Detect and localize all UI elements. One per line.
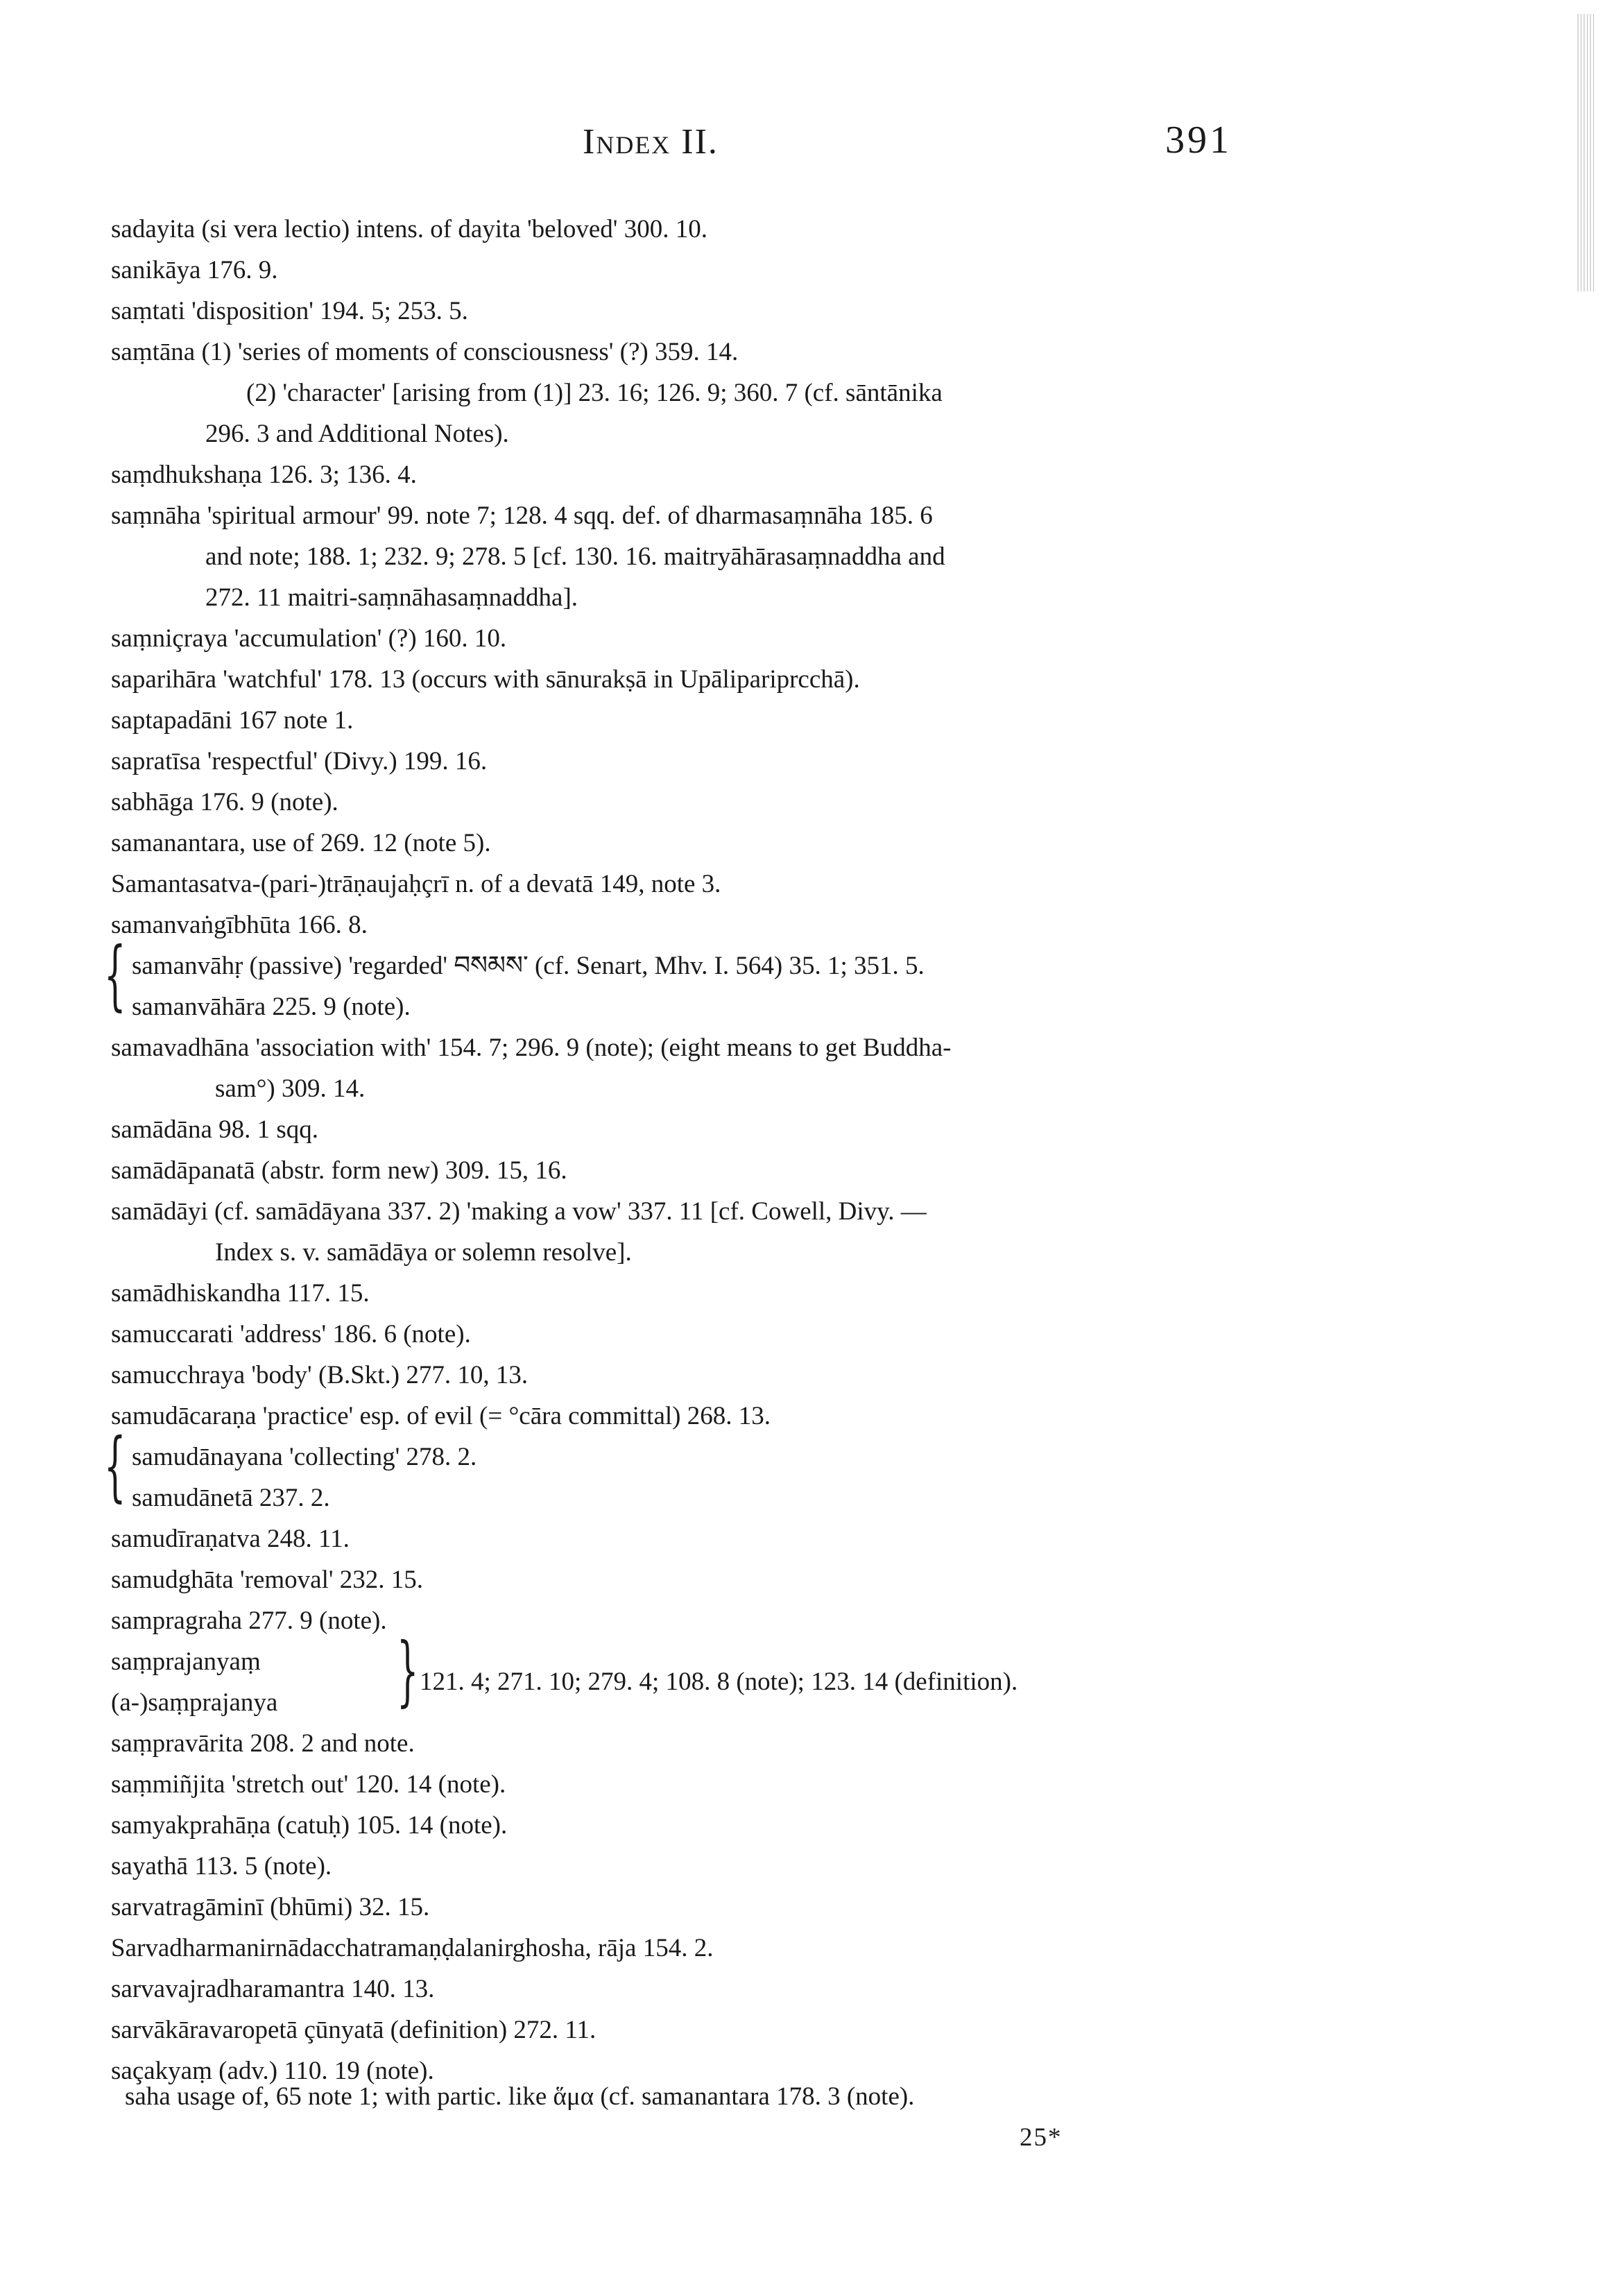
grouping-brace: { <box>104 930 126 1019</box>
index-entry: samudācaraṇa 'practice' esp. of evil (= °cāra committal) 268. 13. <box>111 1402 771 1430</box>
index-entry-continuation: (2) 'character' [arising from (1)] 23. 16; 126. 9; 360. 7 (cf. sāntānika <box>246 379 943 407</box>
index-entry: saṃdhukshaṇa 126. 3; 136. 4. <box>111 461 417 489</box>
index-entry: samuccarati 'address' 186. 6 (note). <box>111 1320 471 1348</box>
index-entry: Sarvadharmanirnādacchatramaṇḍalanirghosha, rāja 154. 2. <box>111 1934 714 1962</box>
index-entry-continuation: 272. 11 maitri-saṃnāhasaṃnaddha]. <box>205 583 578 612</box>
index-entry-continuation: sam°) 309. 14. <box>215 1074 366 1103</box>
index-entry: saṃpravārita 208. 2 and note. <box>111 1729 415 1758</box>
index-entry: sayathā 113. 5 (note). <box>111 1852 332 1881</box>
index-entry: samādāpanatā (abstr. form new) 309. 15, 16. <box>111 1156 567 1185</box>
signature-mark: 25* <box>1020 2123 1063 2152</box>
index-entry-shared-references: 121. 4; 271. 10; 279. 4; 108. 8 (note); 123. 14 (definition). <box>420 1668 1018 1696</box>
index-entry-continuation: and note; 188. 1; 232. 9; 278. 5 [cf. 130. 16. maitryāhārasaṃnaddha and <box>205 542 945 571</box>
index-entry: samyakprahāṇa (catuḥ) 105. 14 (note). <box>111 1811 508 1840</box>
index-entry: Samantasatva-(pari-)trāṇaujaḥçrī n. of a devatā 149, note 3. <box>111 870 721 898</box>
index-entry: samanvāhṛ (passive) 'regarded' བསམས་ (cf. Senart, Mhv. I. 564) 35. 1; 351. 5. <box>132 952 925 980</box>
page-number: 391 <box>1165 119 1232 162</box>
index-entry: sadayita (si vera lectio) intens. of dayita 'beloved' 300. 10. <box>111 215 707 243</box>
index-entry: saṃmiñjita 'stretch out' 120. 14 (note). <box>111 1770 506 1799</box>
index-entry-continuation: 296. 3 and Additional Notes). <box>205 420 509 448</box>
index-entry-continuation: Index s. v. samādāya or solemn resolve]. <box>215 1238 632 1267</box>
index-entry: sabhāga 176. 9 (note). <box>111 788 338 816</box>
grouping-brace-right: } <box>397 1626 419 1715</box>
index-entry: sarvākāravaropetā çūnyatā (definition) 272. 11. <box>111 2016 596 2044</box>
index-entry: samudānetā 237. 2. <box>132 1484 330 1512</box>
index-entry: sarvavajradharamantra 140. 13. <box>111 1975 435 2003</box>
index-entry: saṃtati 'disposition' 194. 5; 253. 5. <box>111 297 468 325</box>
index-entry: samanvaṅgībhūta 166. 8. <box>111 911 368 939</box>
index-entry: saṃtāna (1) 'series of moments of consciousness' (?) 359. 14. <box>111 338 739 366</box>
index-entry: sampragraha 277. 9 (note). <box>111 1607 387 1635</box>
index-entry: samanantara, use of 269. 12 (note 5). <box>111 829 491 857</box>
index-entry: (a-)saṃprajanya <box>111 1688 278 1717</box>
index-entry: samavadhāna 'association with' 154. 7; 296. 9 (note); (eight means to get Buddha- <box>111 1034 952 1062</box>
index-entry: samudānayana 'collecting' 278. 2. <box>132 1443 477 1471</box>
index-entry: saçakyaṃ (adv.) 110. 19 (note). <box>111 2057 434 2085</box>
index-entry: samudghāta 'removal' 232. 15. <box>111 1566 424 1594</box>
index-entry: sanikāya 176. 9. <box>111 256 278 284</box>
index-entry: samudīraṇatva 248. 11. <box>111 1525 350 1553</box>
index-entry: sapratīsa 'respectful' (Divy.) 199. 16. <box>111 747 488 776</box>
index-entry: saparihāra 'watchful' 178. 13 (occurs with sānurakṣā in Upālipariprcchā). <box>111 665 860 694</box>
grouping-brace: { <box>104 1421 126 1510</box>
index-entry: saṃprajanyaṃ <box>111 1647 261 1676</box>
index-entry: saptapadāni 167 note 1. <box>111 706 354 735</box>
index-entry: samucchraya 'body' (B.Skt.) 277. 10, 13. <box>111 1361 529 1389</box>
index-entry: saha usage of, 65 note 1; with partic. like ἅμα (cf. samanantara 178. 3 (note). <box>125 2082 915 2111</box>
running-header-title: Index II. <box>583 122 719 162</box>
index-entry: saṃnāha 'spiritual armour' 99. note 7; 128. 4 sqq. def. of dharmasaṃnāha 185. 6 <box>111 502 933 530</box>
index-entry: sarvatragāminī (bhūmi) 32. 15. <box>111 1893 430 1921</box>
index-entry: samādāna 98. 1 sqq. <box>111 1115 319 1144</box>
index-entry: samanvāhāra 225. 9 (note). <box>132 993 411 1021</box>
index-entry: samādāyi (cf. samādāyana 337. 2) 'making a vow' 337. 11 [cf. Cowell, Divy. — <box>111 1197 927 1226</box>
index-entry: saṃniçraya 'accumulation' (?) 160. 10. <box>111 624 507 653</box>
index-entry: samādhiskandha 117. 15. <box>111 1279 370 1308</box>
